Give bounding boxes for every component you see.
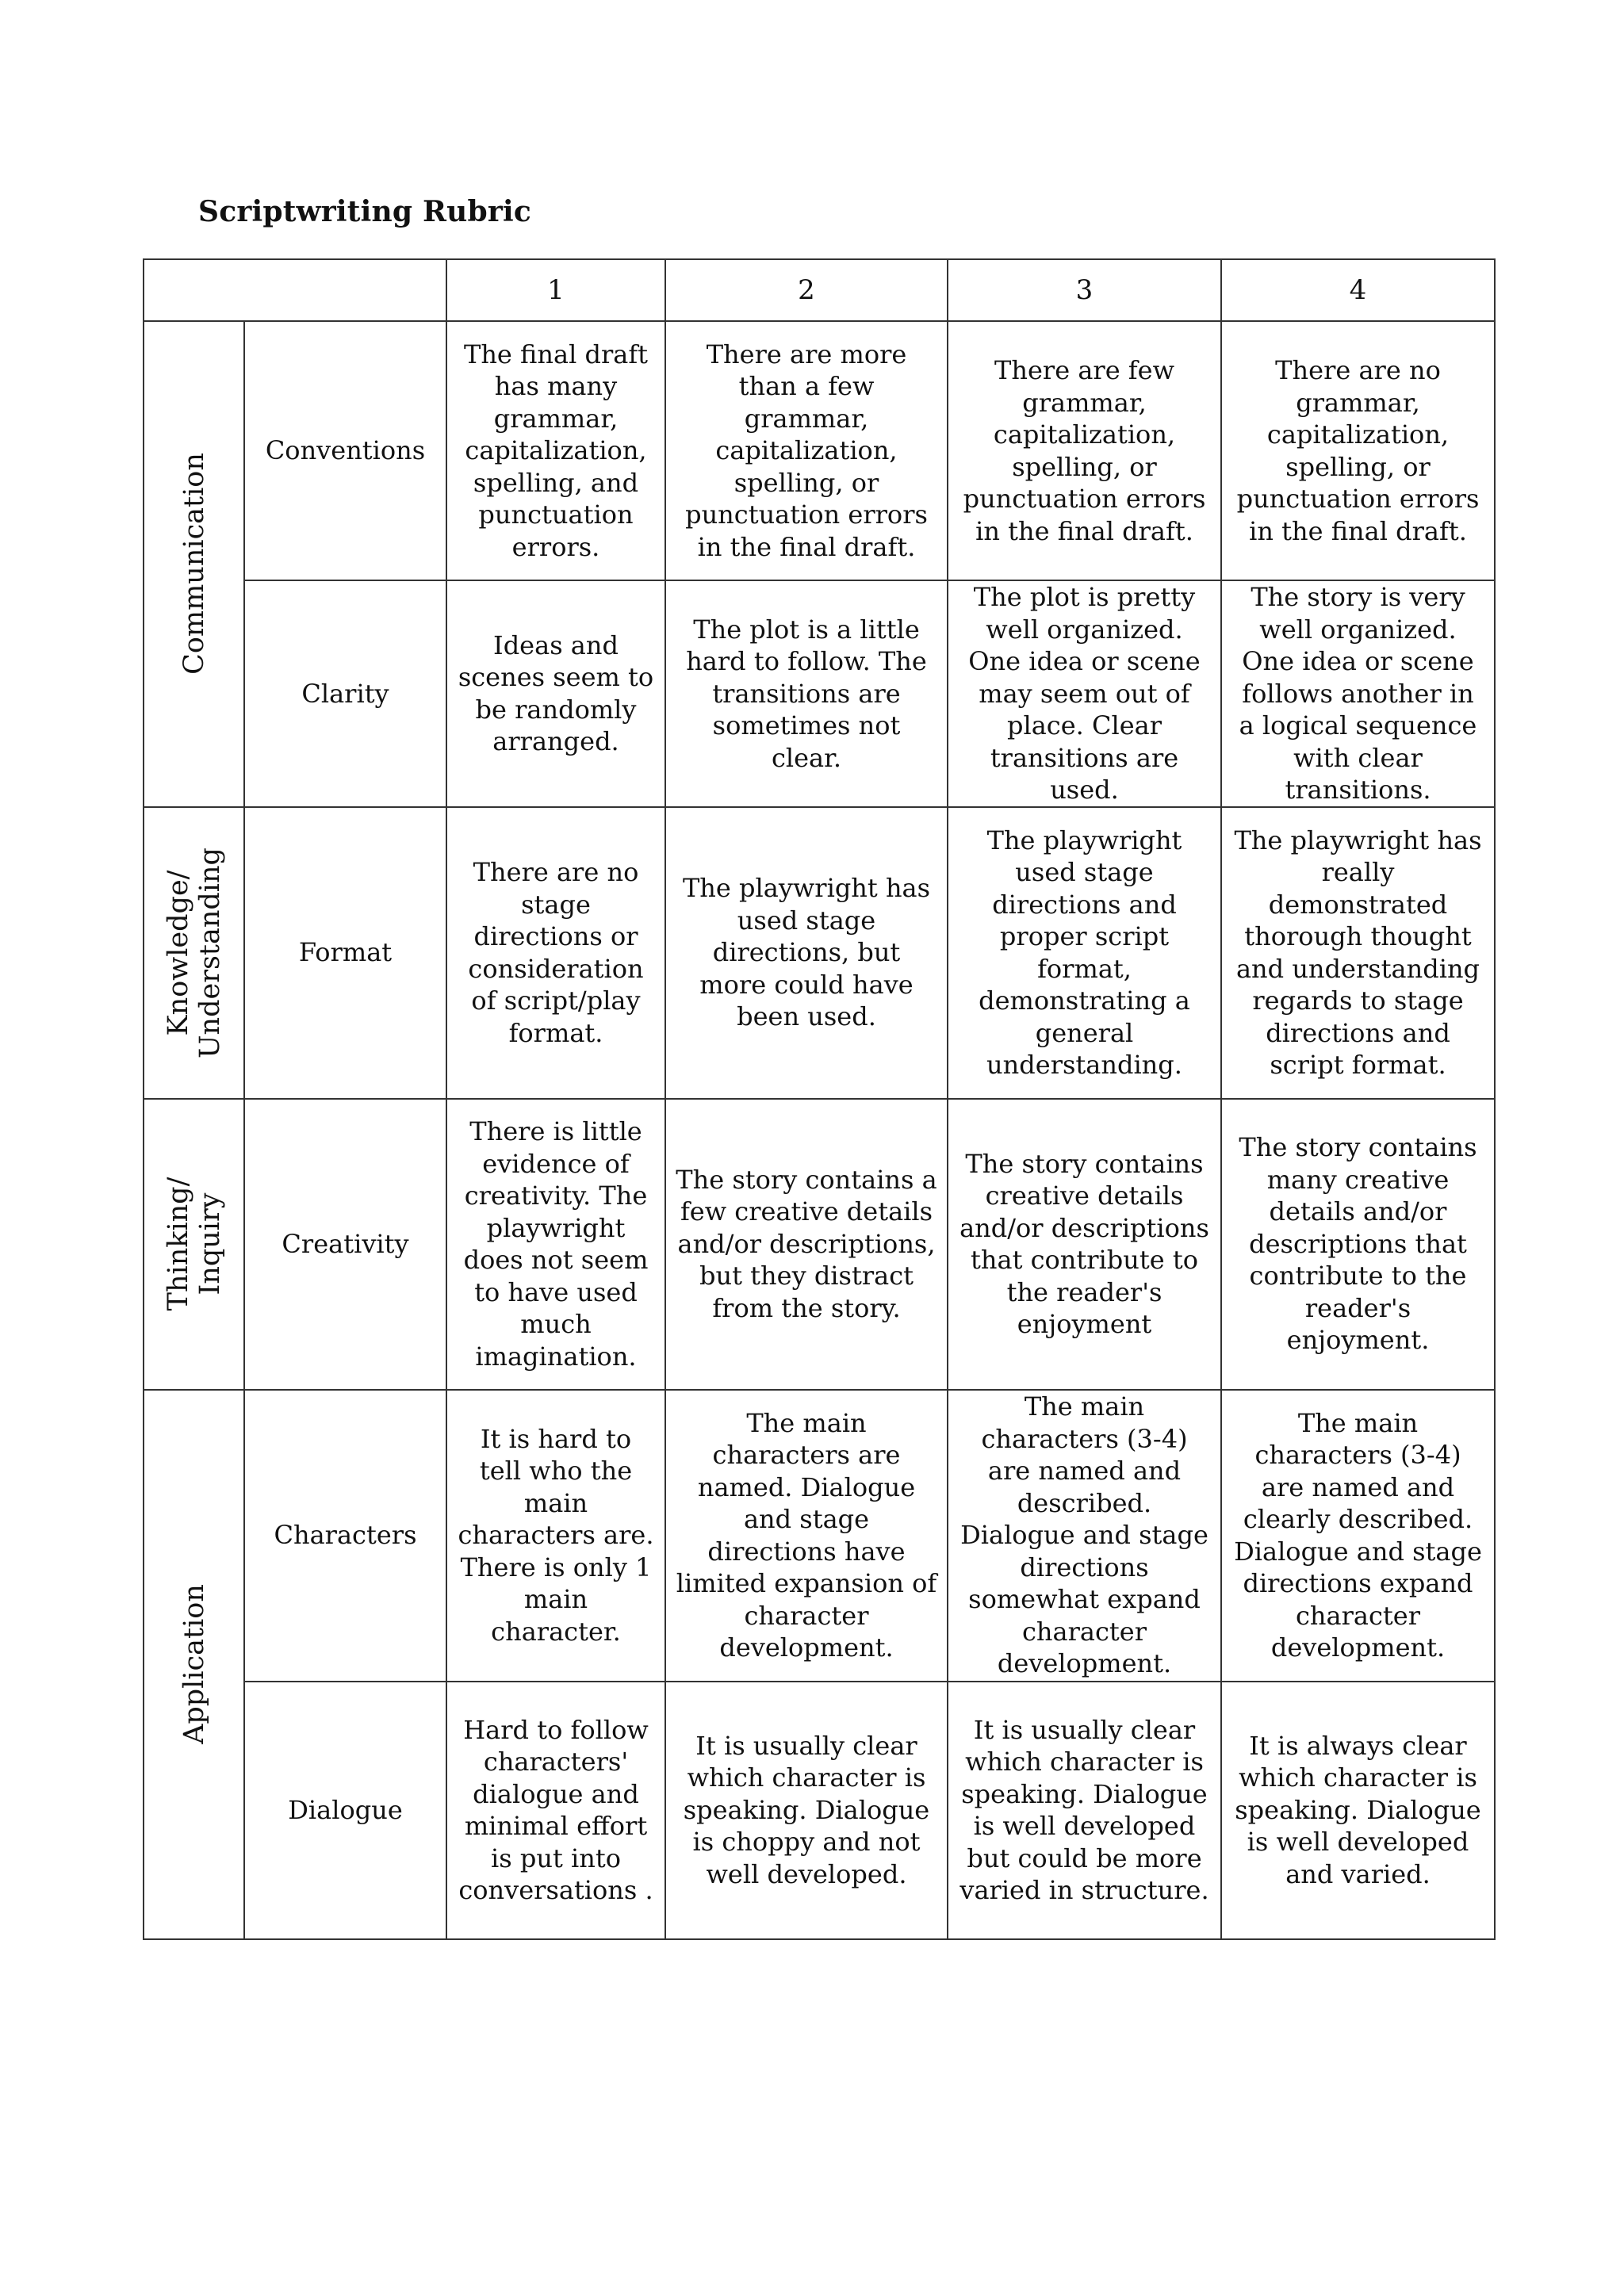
- descriptor-dialogue-3: It is usually clear which character is speaking. Dialogue is well developed but could be more varied in structure.: [948, 1682, 1221, 1939]
- descriptor-clarity-1: Ideas and scenes seem to be randomly arranged.: [446, 580, 665, 807]
- descriptor-format-1: There are no stage directions or consideration of script/play format.: [446, 807, 665, 1099]
- descriptor-dialogue-4: It is always clear which character is speaking. Dialogue is well developed and varied.: [1221, 1682, 1495, 1939]
- descriptor-creativity-4: The story contains many creative details and/or descriptions that contribute to the reader's enjoyment.: [1221, 1099, 1495, 1390]
- descriptor-conventions-3: There are few grammar, capitalization, spelling, or punctuation errors in the final draft.: [948, 321, 1221, 580]
- criterion-conventions: Conventions: [244, 321, 446, 580]
- header-corner-cell: [144, 259, 446, 321]
- category-thinking-label-line1: Thinking/: [162, 1177, 194, 1311]
- criterion-format: Format: [244, 807, 446, 1099]
- category-communication-label: Communication: [178, 453, 210, 675]
- table-row-characters: [144, 1390, 1495, 1682]
- category-knowledge-understanding: [144, 807, 244, 1099]
- category-application: [144, 1390, 244, 1939]
- level-header-4: 4: [1221, 259, 1495, 321]
- descriptor-characters-4: The main characters (3-4) are named and clearly described. Dialogue and stage directions expand character development.: [1221, 1390, 1495, 1682]
- descriptor-clarity-3: The plot is pretty well organized. One idea or scene may seem out of place. Clear transitions are used.: [948, 580, 1221, 807]
- descriptor-characters-1: It is hard to tell who the main characters are. There is only 1 main character.: [446, 1390, 665, 1682]
- descriptor-conventions-4: There are no grammar, capitalization, spelling, or punctuation errors in the final draft.: [1221, 321, 1495, 580]
- category-thinking-inquiry: [144, 1099, 244, 1390]
- level-header-3: 3: [948, 259, 1221, 321]
- descriptor-creativity-2: The story contains a few creative details and/or descriptions, but they distract from the story.: [665, 1099, 948, 1390]
- descriptor-format-4: The playwright has really demonstrated thorough thought and understanding regards to stage directions and script format.: [1221, 807, 1495, 1099]
- descriptor-format-2: The playwright has used stage directions, but more could have been used.: [665, 807, 948, 1099]
- descriptor-conventions-1: The final draft has many grammar, capitalization, spelling, and punctuation errors.: [446, 321, 665, 580]
- table-row-format: [144, 807, 1495, 1099]
- criterion-creativity: Creativity: [244, 1099, 446, 1390]
- level-header-1: 1: [446, 259, 665, 321]
- descriptor-creativity-3: The story contains creative details and/or descriptions that contribute to the reader's enjoyment: [948, 1099, 1221, 1390]
- level-header-2: 2: [665, 259, 948, 321]
- header-row: [144, 259, 1495, 321]
- descriptor-dialogue-1: Hard to follow characters' dialogue and minimal effort is put into conversations .: [446, 1682, 665, 1939]
- descriptor-format-3: The playwright used stage directions and proper script format, demonstrating a general understanding.: [948, 807, 1221, 1099]
- category-application-label: Application: [178, 1584, 210, 1744]
- category-thinking-label-line2: Inquiry: [193, 1192, 226, 1295]
- table-row-creativity: [144, 1099, 1495, 1390]
- document-title: Scriptwriting Rubric: [198, 195, 532, 228]
- table-row-clarity: [144, 580, 1495, 807]
- category-knowledge-label-line2: Understanding: [193, 847, 226, 1058]
- category-communication: [144, 321, 244, 807]
- descriptor-characters-3: The main characters (3-4) are named and described. Dialogue and stage directions somewhat expand character development.: [948, 1390, 1221, 1682]
- criterion-characters: Characters: [244, 1390, 446, 1682]
- descriptor-clarity-2: The plot is a little hard to follow. The transitions are sometimes not clear.: [665, 580, 948, 807]
- criterion-dialogue: Dialogue: [244, 1682, 446, 1939]
- descriptor-dialogue-2: It is usually clear which character is speaking. Dialogue is choppy and not well developed.: [665, 1682, 948, 1939]
- descriptor-characters-2: The main characters are named. Dialogue and stage directions have limited expansion of character development.: [665, 1390, 948, 1682]
- descriptor-clarity-4: The story is very well organized. One idea or scene follows another in a logical sequence with clear transitions.: [1221, 580, 1495, 807]
- descriptor-conventions-2: There are more than a few grammar, capitalization, spelling, or punctuation errors in the final draft.: [665, 321, 948, 580]
- table-row-dialogue: [144, 1682, 1495, 1939]
- descriptor-creativity-1: There is little evidence of creativity. The playwright does not seem to have used much imagination.: [446, 1099, 665, 1390]
- category-knowledge-label-line1: Knowledge/: [162, 870, 194, 1035]
- table-row-conventions: [144, 321, 1495, 580]
- criterion-clarity: Clarity: [244, 580, 446, 807]
- rubric-table: [143, 258, 1496, 1940]
